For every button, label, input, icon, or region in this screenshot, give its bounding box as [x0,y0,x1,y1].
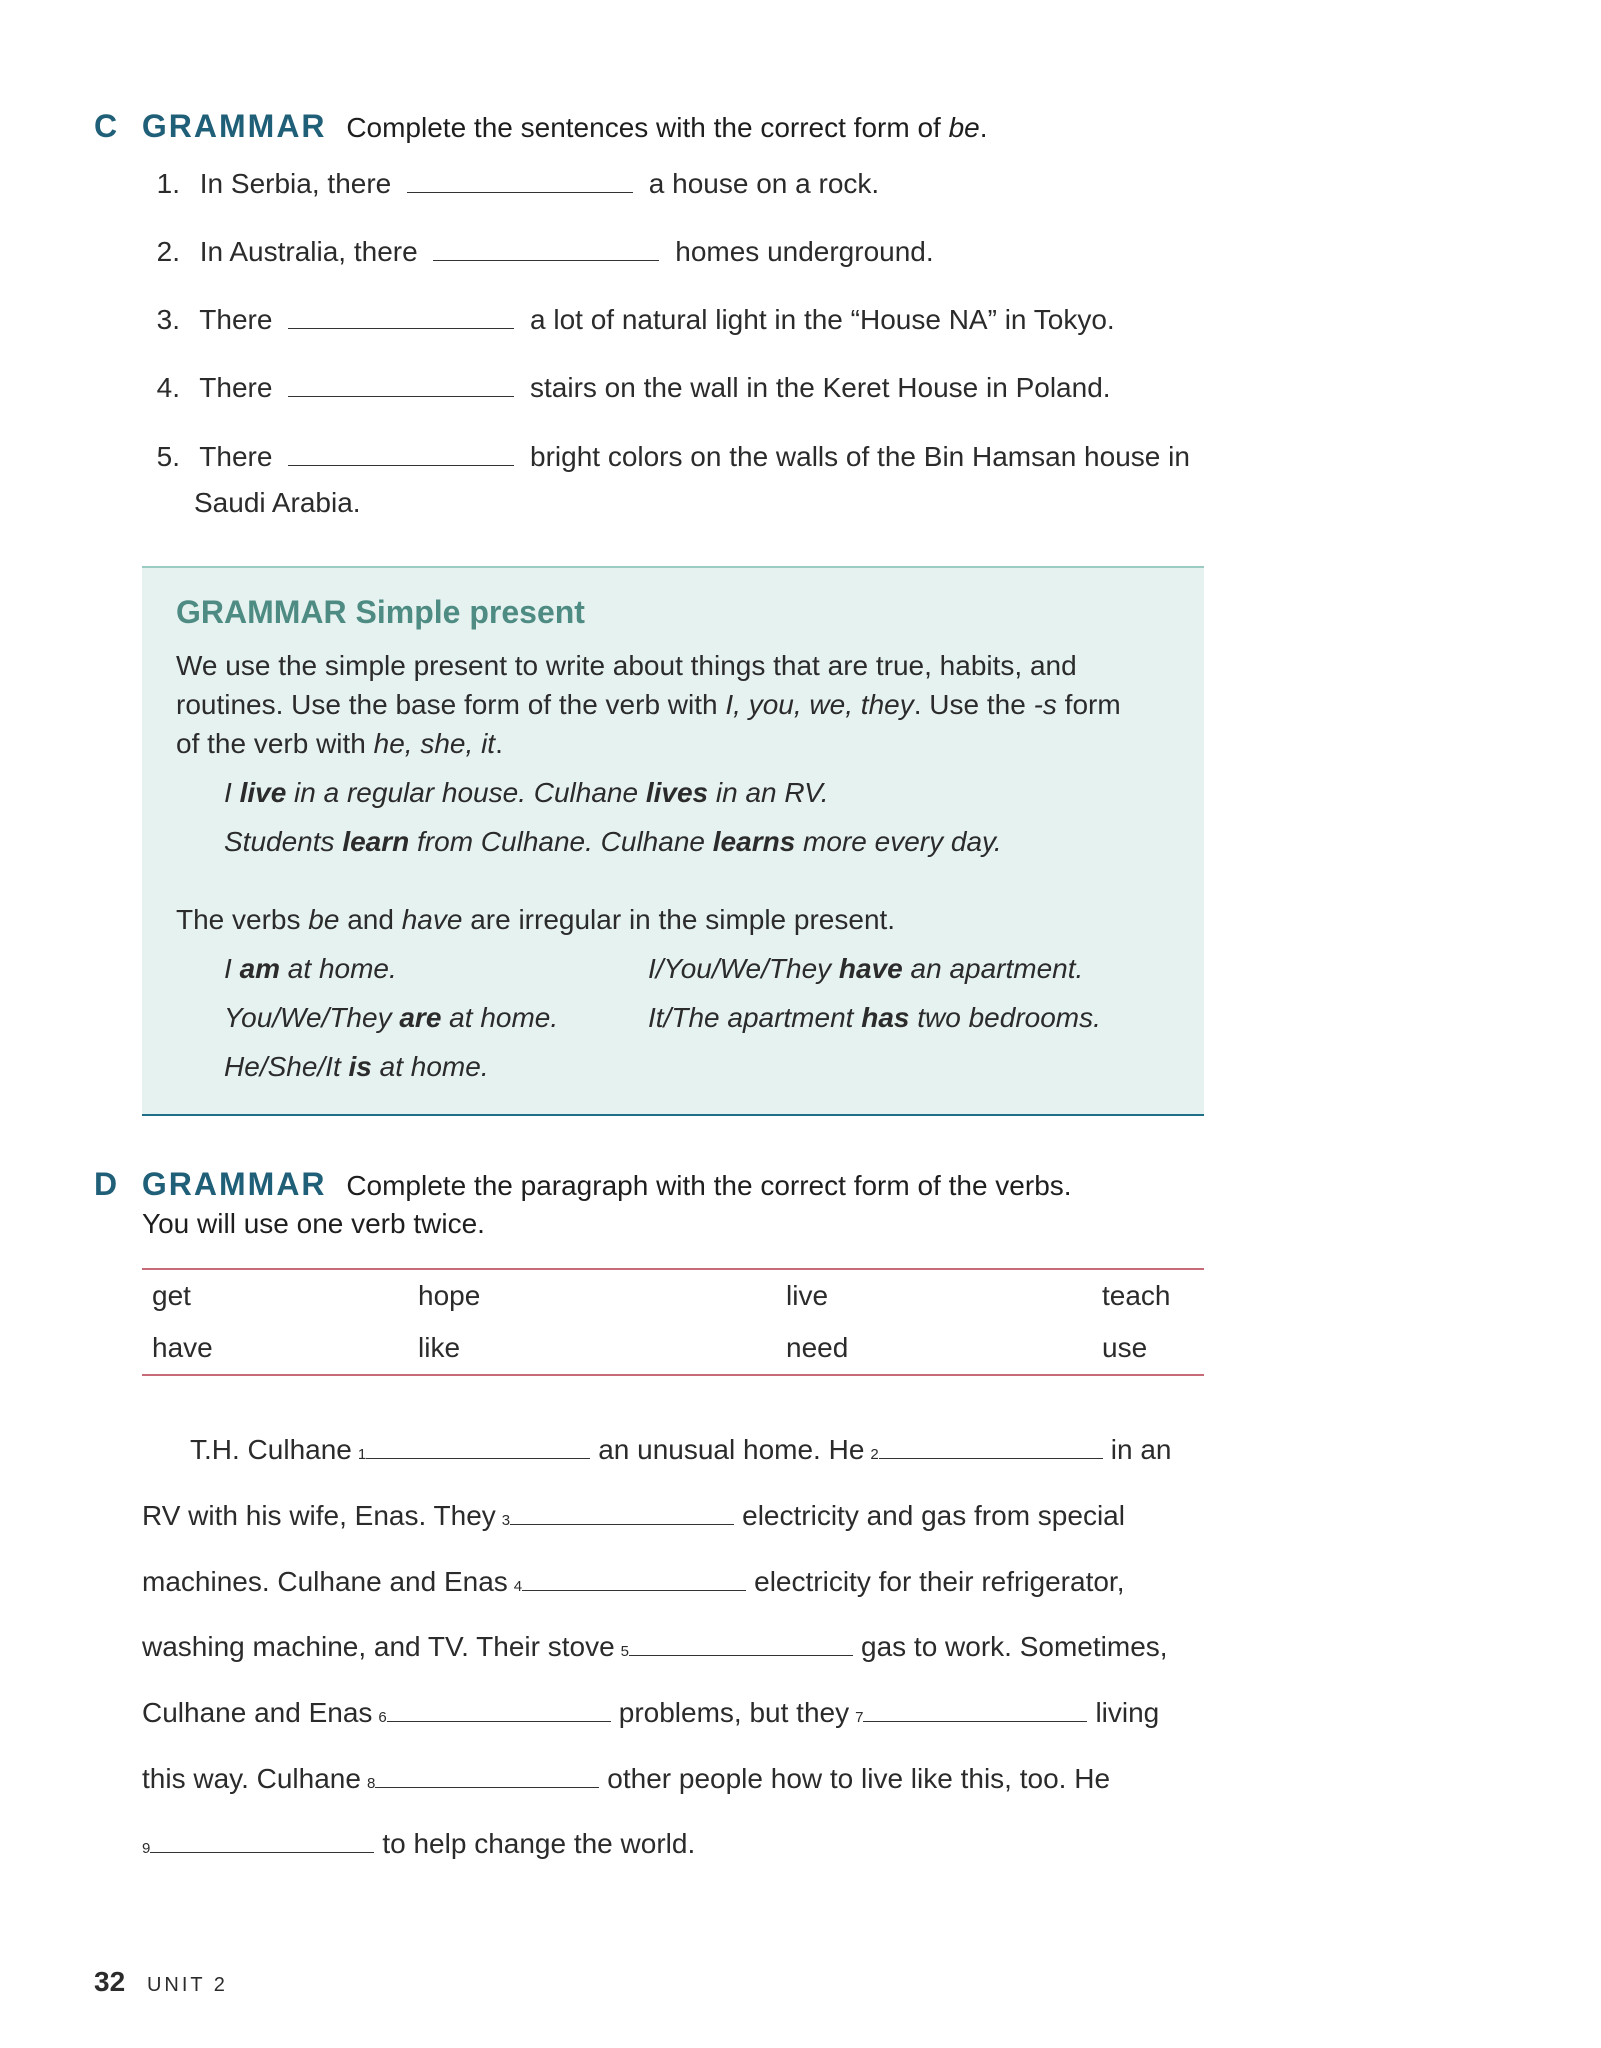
example-sentence-1 [224,777,829,809]
answer-blank[interactable] [863,1697,1087,1722]
answer-blank[interactable] [288,372,514,397]
exercise-item-1 [130,168,879,200]
text: I/You/We/They [648,953,839,984]
answer-blank[interactable] [366,1434,590,1459]
text: more every day. [795,826,1002,857]
text: I [224,953,240,984]
have-example-1 [648,953,1083,985]
paragraph-line-7 [142,1828,1204,1860]
blank-number: 1 [357,1446,367,1463]
item-text-before: There [199,441,273,472]
section-instruction [346,112,987,143]
item-number: 1. [156,168,180,199]
blank-number: 4 [513,1578,523,1595]
word-bank-item: teach [1102,1280,1171,1311]
text: He/She/It [224,1051,349,1082]
item-text-after: stairs on the wall in the Keret House in Poland. [530,372,1111,403]
item-number: 3. [156,304,180,335]
item-text-after: a house on a rock. [648,168,880,199]
page-number: 32 [94,1966,126,1997]
grammar-explanation-line-3 [176,728,503,760]
text: of the verb with [176,728,374,759]
answer-blank[interactable] [387,1697,611,1722]
text: in an [1110,1434,1172,1465]
grammar-irregular-note [176,904,895,936]
exercise-item-2 [130,236,934,268]
exercise-item-5-continuation: Saudi Arabia. [194,487,361,518]
answer-blank[interactable] [879,1434,1103,1459]
exercise-item-3 [130,304,1115,336]
text: electricity and gas from special [742,1500,1125,1531]
text: It/The apartment [648,1002,862,1033]
text: and [339,904,402,935]
section-d-header [94,1166,1072,1203]
section-label: GRAMMAR [141,108,327,144]
item-text-after: bright colors on the walls of the Bin Hamsan house in [530,441,1190,472]
item-text-before: In Serbia, there [199,168,392,199]
paragraph-line-4 [142,1631,1204,1663]
exercise-item-5 [130,441,1190,473]
answer-blank[interactable] [375,1763,599,1788]
blank-number: 6 [378,1709,387,1726]
answer-blank[interactable] [288,441,514,466]
text: problems, but they [618,1697,850,1728]
text: T.H. Culhane [190,1434,352,1465]
be-example-3 [224,1051,489,1083]
be-example-2 [224,1002,558,1034]
item-number: 2. [156,236,180,267]
verb: is [348,1051,372,1082]
text: I [224,777,240,808]
grammar-box-title: GRAMMAR Simple present [176,594,585,630]
suffix: -s [1033,689,1057,720]
text: this way. Culhane [142,1763,361,1794]
section-letter: C [94,108,119,144]
word-bank [142,1268,1204,1376]
verb: lives [645,777,709,808]
blank-number: 7 [855,1709,864,1726]
text: to help change the world. [382,1828,696,1859]
text: other people how to live like this, too. He [607,1763,1111,1794]
item-number: 5. [156,441,180,472]
unit-label: UNIT 2 [146,1974,228,1996]
blank-number: 2 [870,1446,879,1463]
answer-blank[interactable] [407,168,633,193]
paragraph-line-5 [142,1697,1204,1729]
text: routines. Use the base form of the verb with [176,689,726,720]
word-bank-item: live [786,1280,829,1311]
word-bank-item: hope [418,1280,481,1311]
answer-blank[interactable] [150,1828,374,1853]
text: in an RV. [708,777,829,808]
verb: learns [712,826,796,857]
text: gas to work. Sometimes, [861,1631,1168,1662]
text: at home. [371,1051,489,1082]
text: . [495,728,503,759]
page-footer [94,1966,228,1998]
exercise-item-4 [130,372,1111,404]
word-bank-item: need [786,1332,849,1363]
have-example-2 [648,1002,1101,1034]
grammar-explanation-line-2 [176,689,1121,721]
verb: have [401,904,463,935]
item-text-after: a lot of natural light in the “House NA” in Tokyo. [530,304,1115,335]
section-label: GRAMMAR [141,1166,327,1202]
answer-blank[interactable] [288,304,514,329]
text: are irregular in the simple present. [462,904,896,935]
blank-number: 5 [620,1643,629,1660]
item-text-before: There [199,304,273,335]
pronouns: he, she, it [373,728,496,759]
word-bank-item: use [1102,1332,1148,1363]
text: Students [224,826,343,857]
verb: am [239,953,281,984]
verb: has [861,1002,910,1033]
text: form [1056,689,1121,720]
item-text-after: homes underground. [675,236,934,267]
pronouns: I, you, we, they [725,689,914,720]
blank-number: 9 [142,1840,151,1857]
text: an apartment. [902,953,1084,984]
verb: are [399,1002,442,1033]
text: You/We/They [224,1002,400,1033]
be-example-1 [224,953,397,985]
blank-number: 8 [366,1775,376,1792]
item-text-before: There [199,372,273,403]
answer-blank[interactable] [510,1500,734,1525]
grammar-explanation-line-1: We use the simple present to write about things that are true, habits, and [176,650,1077,681]
text: Culhane and Enas [142,1697,373,1728]
instruction-text: Complete the sentences with the correct form of [346,112,949,143]
text: living [1095,1697,1160,1728]
section-letter: D [94,1166,119,1202]
text: RV with his wife, Enas. They [142,1500,496,1531]
text: machines. Culhane and Enas [142,1566,508,1597]
text: two bedrooms. [909,1002,1101,1033]
paragraph-line-6 [142,1763,1204,1795]
blank-number: 3 [501,1512,511,1529]
example-sentence-2 [224,826,1002,858]
answer-blank[interactable] [522,1566,746,1591]
answer-blank[interactable] [433,236,659,261]
text: in a regular house. Culhane [286,777,646,808]
instruction-end: . [979,112,988,143]
verb: learn [342,826,410,857]
item-text-before: In Australia, there [199,236,418,267]
word-bank-item: have [152,1332,213,1363]
verb: have [838,953,903,984]
answer-blank[interactable] [629,1631,853,1656]
text: at home. [441,1002,559,1033]
item-number: 4. [156,372,180,403]
text: electricity for their refrigerator, [754,1566,1125,1597]
text: The verbs [176,904,309,935]
text: at home. [280,953,397,984]
section-c-header [94,108,988,145]
paragraph-line-1 [142,1434,1204,1466]
word-bank-item: like [418,1332,461,1363]
grammar-box [142,566,1204,1116]
text: from Culhane. Culhane [409,826,713,857]
text: . Use the [913,689,1034,720]
section-instruction-line-2: You will use one verb twice. [142,1208,485,1239]
text: washing machine, and TV. Their stove [142,1631,615,1662]
text: an unusual home. He [598,1434,865,1465]
word-bank-item: get [152,1280,191,1311]
section-instruction: Complete the paragraph with the correct form of the verbs. [346,1170,1072,1201]
verb: live [239,777,287,808]
instruction-emphasis: be [948,112,980,143]
paragraph-line-2 [142,1500,1204,1532]
paragraph-line-3 [142,1566,1204,1598]
verb: be [308,904,340,935]
